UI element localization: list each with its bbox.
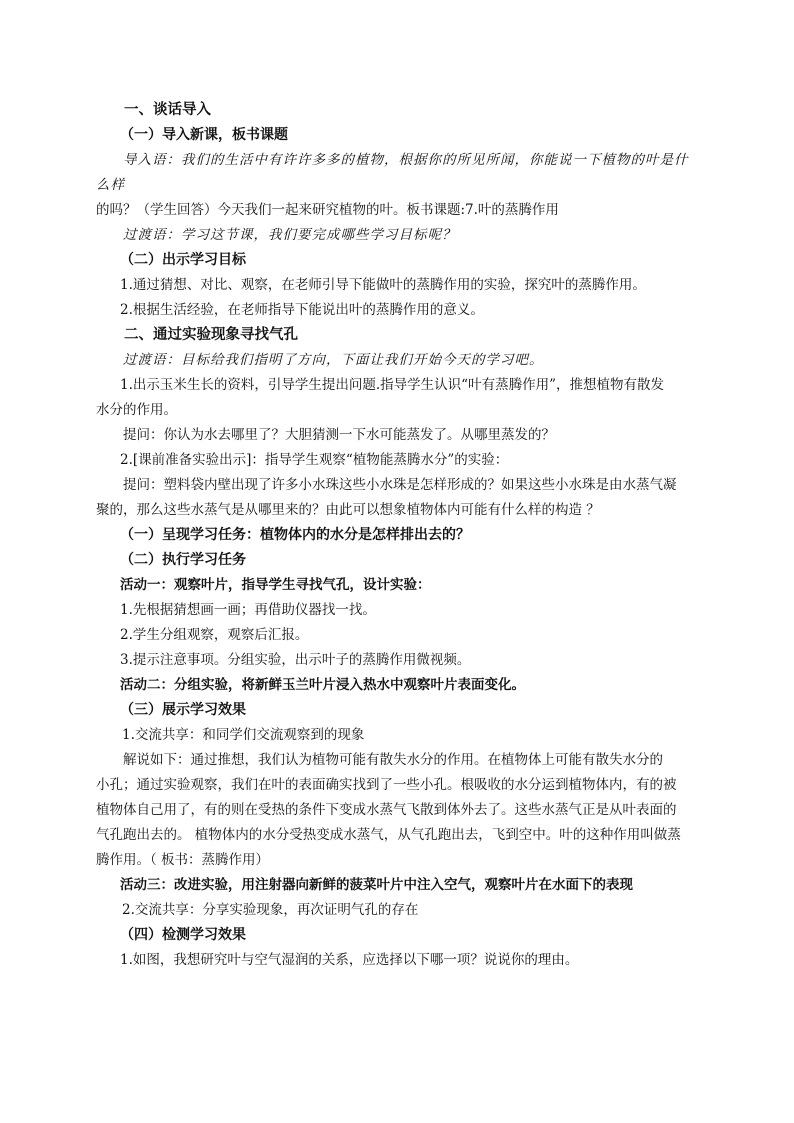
activity-line: 活动一：观察叶片，指导学生寻找气孔，设计实验： bbox=[120, 577, 431, 593]
list-item: 2.学生分组观察，观察后汇报。 bbox=[120, 627, 309, 643]
paragraph-line: 小孔；通过实验观察，我们在叶的表面确实找到了一些小孔。根吸收的水分运到植物体内，有的被 bbox=[96, 777, 677, 793]
subsection-heading: （二）执行学习任务 bbox=[120, 552, 246, 568]
paragraph-line: 水分的作用。 bbox=[96, 402, 177, 418]
list-item: 1.出示玉米生长的资料，引导学生提出问题.指导学生认识“叶有蒸腾作用”，推想植物有散发 bbox=[120, 377, 664, 393]
document-body bbox=[96, 98, 702, 973]
list-item: 2.[课前准备实验出示]：指导学生观察“植物能蒸腾水分”的实验： bbox=[120, 452, 509, 468]
activity-line: 活动二：分组实验，将新鲜玉兰叶片浸入热水中观察叶片表面变化。 bbox=[120, 677, 525, 693]
list-item: 2.交流共享：分享实验现象，再次证明气孔的存在 bbox=[122, 902, 419, 918]
paragraph-line: 提问：你认为水去哪里了？大胆猜测一下水可能蒸发了。从哪里蒸发的？ bbox=[123, 427, 555, 443]
activity-line: 活动三：改进实验，用注射器向新鲜的菠菜叶片中注入空气，观察叶片在水面下的表现 bbox=[120, 877, 633, 893]
subsection-heading: （四）检测学习效果 bbox=[120, 927, 246, 943]
list-item: 1.通过猜想、对比、观察，在老师引导下能做叶的蒸腾作用的实验，探究叶的蒸腾作用。 bbox=[120, 277, 646, 293]
list-item: 2.根据生活经验，在老师指导下能说出叶的蒸腾作用的意义。 bbox=[120, 302, 484, 318]
paragraph-line: 植物体自己用了，有的则在受热的条件下变成水蒸气飞散到体外去了。这些水蒸气正是从叶表面的 bbox=[96, 802, 677, 818]
paragraph-line: 的吗？（学生回答）今天我们一起来研究植物的叶。板书课题:7.叶的蒸腾作用 bbox=[96, 202, 559, 218]
subsection-heading: （三）展示学习效果 bbox=[120, 702, 246, 718]
paragraph-line: 气孔跑出去的。 植物体内的水分受热变成水蒸气，从气孔跑出去，飞到空中。叶的这种作用叫做蒸 bbox=[96, 827, 681, 843]
list-item: 1.如图，我想研究叶与空气湿润的关系，应选择以下哪一项？说说你的理由。 bbox=[120, 952, 579, 968]
paragraph-line: 提问：塑料袋内壁出现了许多小水珠这些小水珠是怎样形成的？如果这些小水珠是由水蒸气凝 bbox=[123, 477, 677, 493]
list-item: 1.交流共享：和同学们交流观察到的现象 bbox=[122, 727, 365, 743]
section-heading-2: 二、通过实验现象寻找气孔 bbox=[124, 327, 298, 343]
section-heading-1: 一、谈话导入 bbox=[124, 102, 211, 118]
subsection-heading: （二）出示学习目标 bbox=[120, 252, 246, 268]
paragraph-line: 过渡语：学习这节课，我们要完成哪些学习目标呢？ bbox=[123, 227, 457, 243]
list-item: 3.提示注意事项。分组实验，出示叶子的蒸腾作用微视频。 bbox=[120, 652, 471, 668]
paragraph-line: 腾作用。（ 板书：蒸腾作用） bbox=[96, 852, 270, 868]
subsection-heading: （一）导入新课，板书课题 bbox=[120, 127, 288, 143]
paragraph-line: 聚的，那么这些水蒸气是从哪里来的？由此可以想象植物体内可能有什么样的构造 ？ bbox=[96, 502, 600, 518]
paragraph-line: 过渡语：目标给我们指明了方向，下面让我们开始今天的学习吧。 bbox=[123, 352, 544, 368]
paragraph-line: 解说如下：通过推想，我们认为植物可能有散失水分的作用。在植物体上可能有散失水分的 bbox=[123, 752, 663, 768]
paragraph-line: 导入语：我们的生活中有许许多多的植物，根据你的所见所闻，你能说一下植物的叶是什么样 bbox=[96, 152, 689, 193]
list-item: 1.先根据猜想画一画；再借助仪器找一找。 bbox=[120, 602, 376, 618]
subsection-heading: （一）呈现学习任务：植物体内的水分是怎样排出去的？ bbox=[120, 527, 470, 543]
